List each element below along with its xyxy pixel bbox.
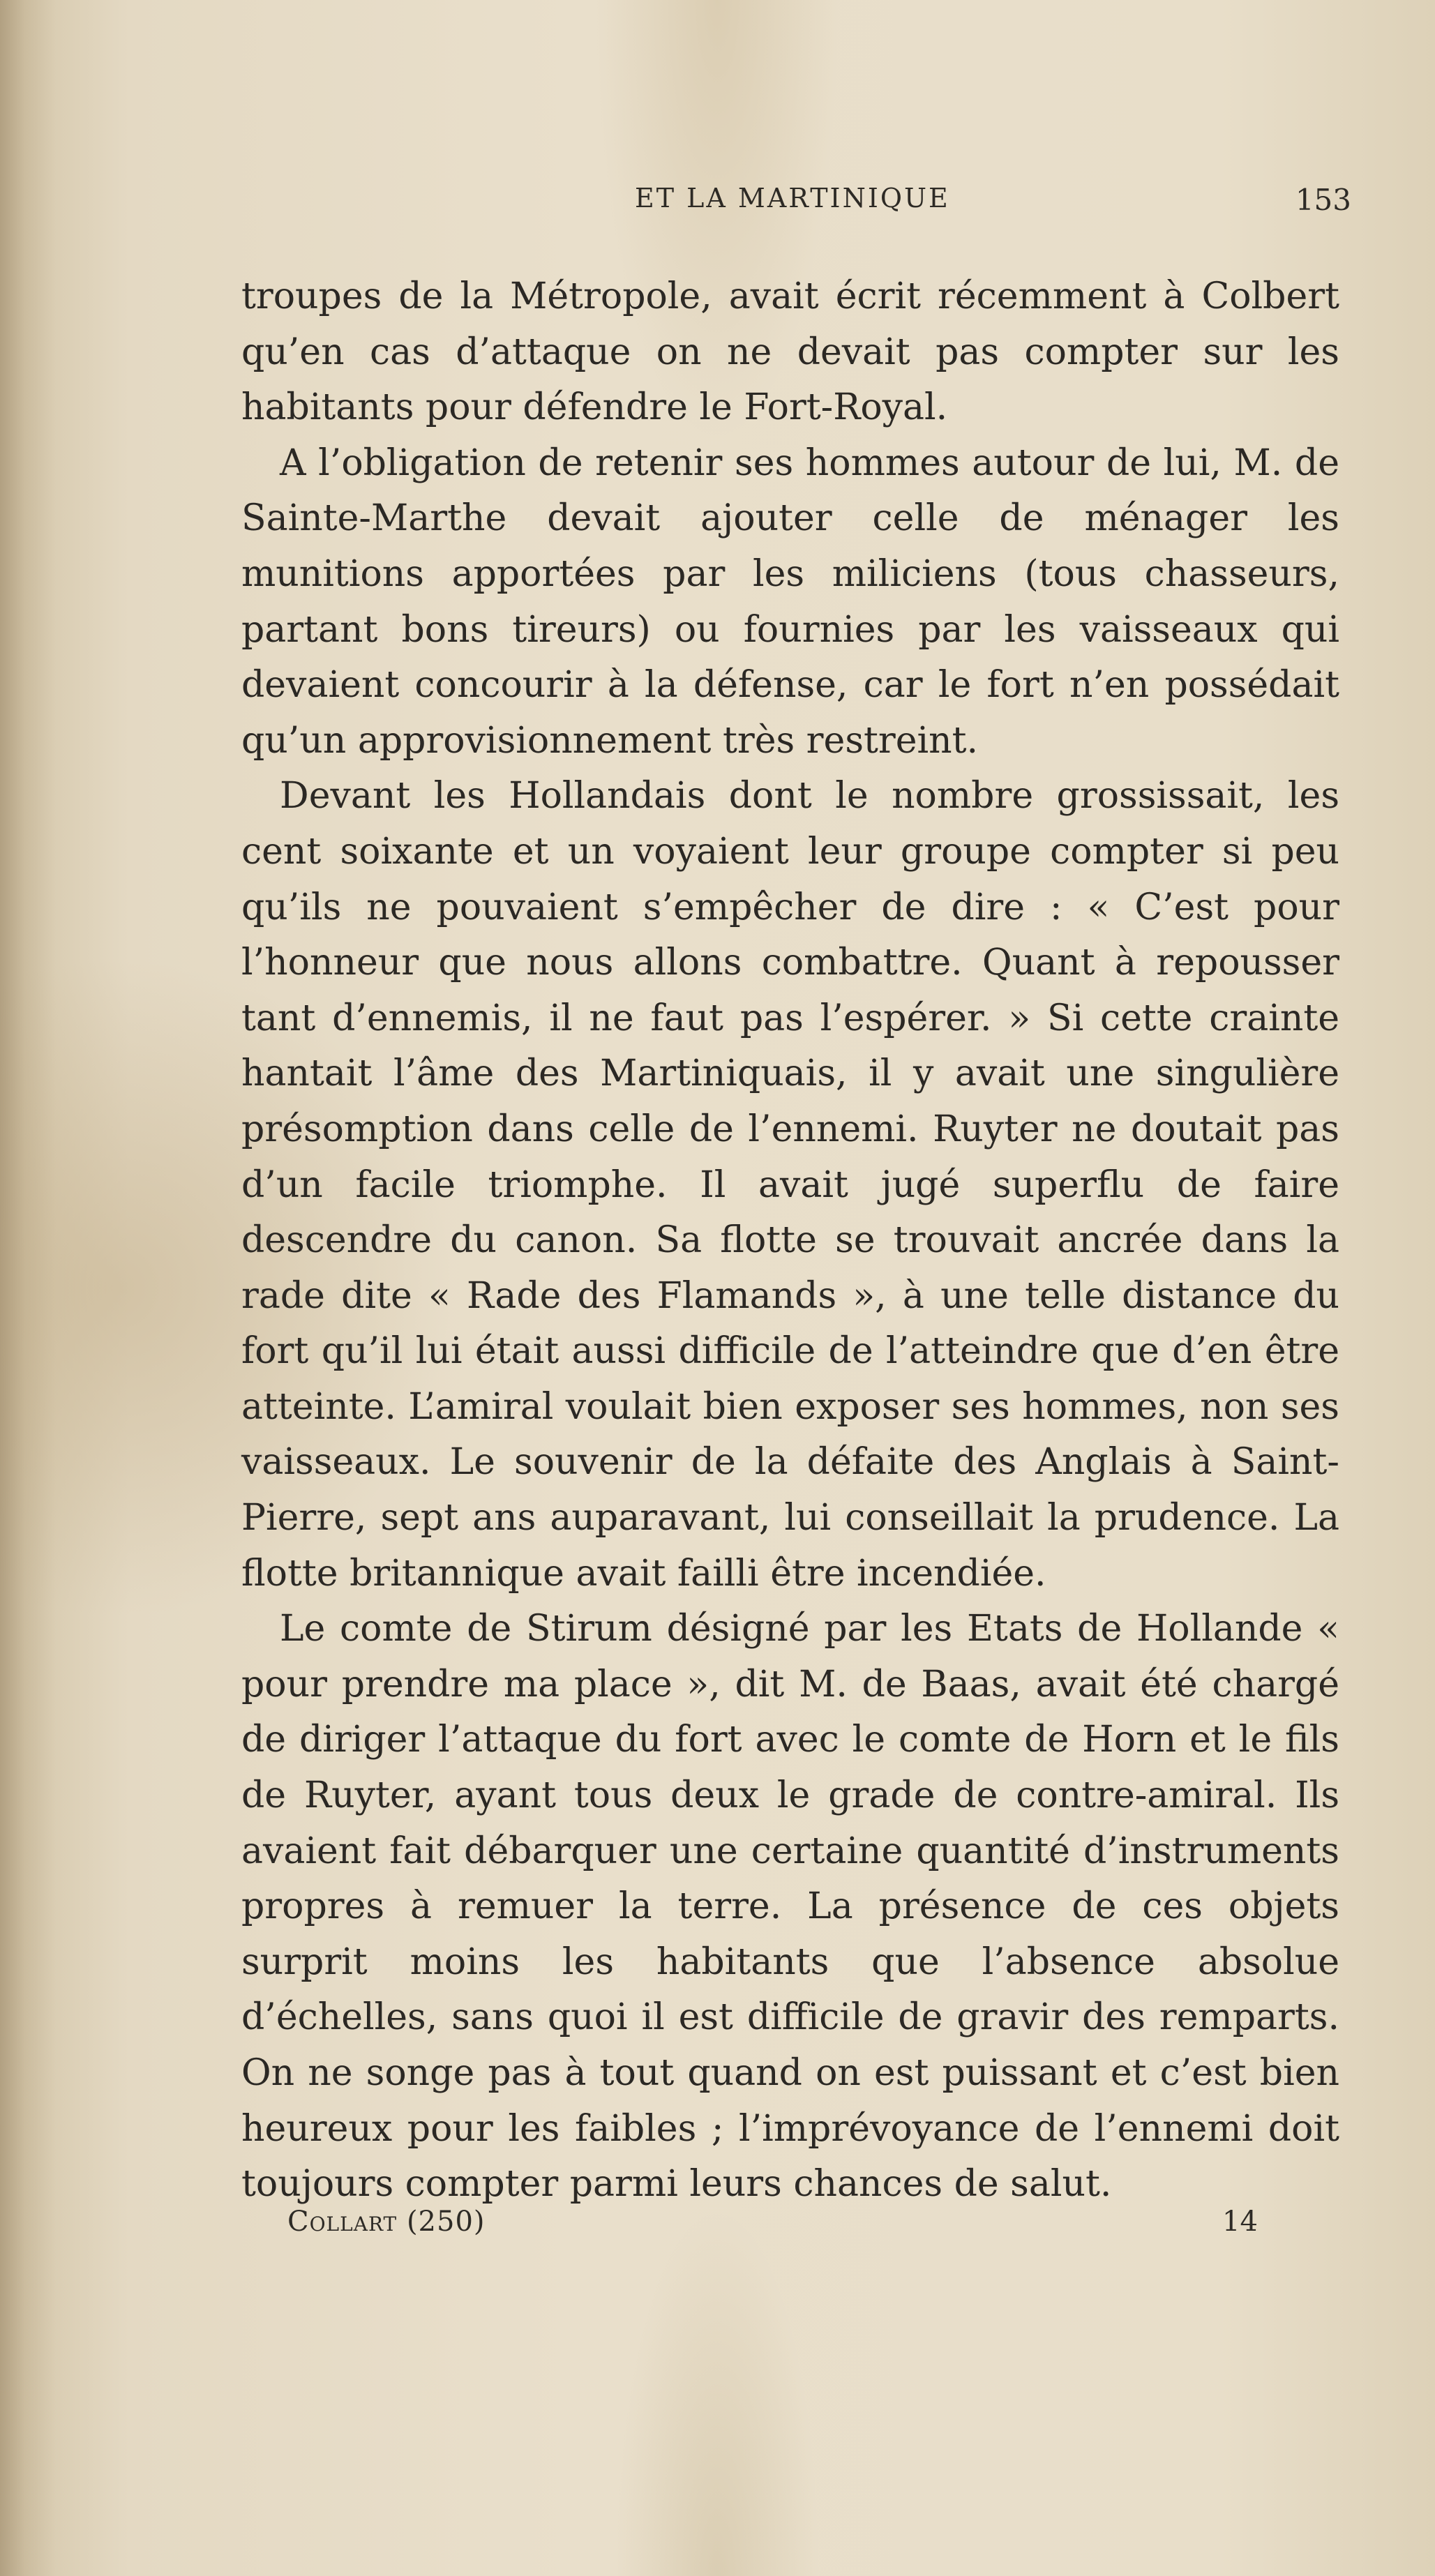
paragraph-4: Le comte de Stirum désigné par les Etats de Hollande « pour prendre ma place », dit M. de Baas, avait été chargé de diriger l’attaque du fort avec le comte de Horn et le fils de Ruyter, ayant tous deux le grade de contre-amiral. Ils avaient fait débarquer une certaine quantité d’instruments propres à remuer la terre. La présence de ces objets surprit moins les habitants que l’absence absolue d’échelles, sans quoi il est difficile de gravir des remparts. On ne songe pas à tout quand on est puissant et c’est bien heureux pour les faibles ; l’imprévoyance de l’ennemi doit toujours compter parmi leurs chances de salut. <box>241 1608 1339 2206</box>
paragraph-1: troupes de la Métropole, avait écrit récemment à Colbert qu’en cas d’attaque on ne devait pas compter sur les habitants pour défendre le Fort-Royal. <box>241 276 1339 429</box>
body-text <box>241 269 1339 2213</box>
running-header <box>0 183 1435 225</box>
printer-signature: Collart (250) <box>287 2206 486 2238</box>
page-number: 153 <box>1295 183 1351 217</box>
paragraph-3: Devant les Hollandais dont le nombre grossissait, les cent soixante et un voyaient leur groupe compter si peu qu’ils ne pouvaient s’empêcher de dire : « C’est pour l’honneur que nous allons combattre. Quant à repousser tant d’ennemis, il ne faut pas l’espérer. » Si cette crainte hantait l’âme des Martiniquais, il y avait une singulière présomption dans celle de l’ennemi. Ruyter ne doutait pas d’un facile triomphe. Il avait jugé superflu de faire descendre du canon. Sa flotte se trouvait ancrée dans la rade dite « Rade des Flamands », à une telle distance du fort qu’il lui était aussi difficile de l’atteindre que d’en être atteinte. L’amiral voulait bien exposer ses hommes, non ses vaisseaux. Le souvenir de la défaite des Anglais à Saint-Pierre, sept ans auparavant, lui conseillait la prudence. La flotte britannique avait failli être incendiée. <box>241 775 1339 1595</box>
running-title: ET LA MARTINIQUE <box>635 183 950 213</box>
paragraph-2: A l’obligation de retenir ses hommes autour de lui, M. de Sainte-Marthe devait ajouter celle de ménager les munitions apportées par les miliciens (tous chasseurs, partant bons tireurs) ou fournies par les vaisseaux qui devaient concourir à la défense, car le fort n’en possédait qu’un approvisionnement très restreint. <box>241 442 1339 762</box>
signature-mark: 14 <box>1222 2206 1258 2238</box>
page-footer <box>0 2206 1435 2247</box>
page-edge-shadow <box>0 0 56 2576</box>
